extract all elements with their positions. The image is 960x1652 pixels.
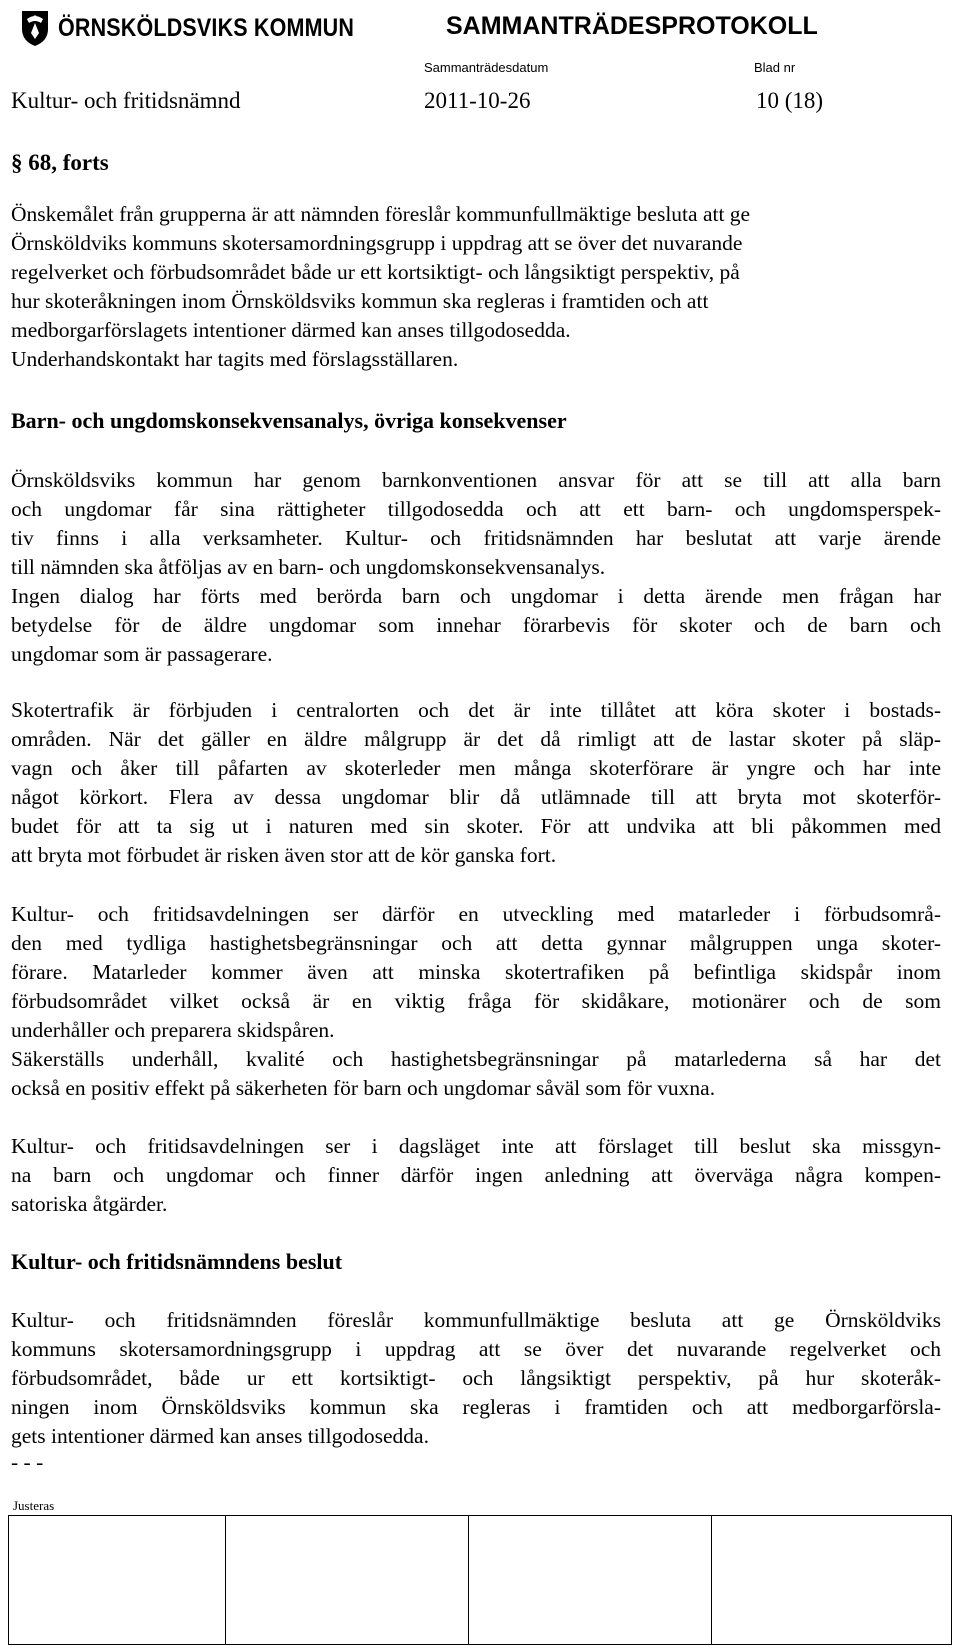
text-line: Säkerställs underhåll, kvalité och hastighetsbegränsningar på matarlederna så har det <box>11 1047 941 1071</box>
text-line: något körkort. Flera av dessa ungdomar blir då utlämnade till att bryta mot skoterför- <box>11 785 941 809</box>
text-line: betydelse för de äldre ungdomar som innehar förarbevis för skoter och de barn och <box>11 613 941 637</box>
text-line: Underhandskontakt har tagits med förslagsställaren. <box>11 347 459 371</box>
text-line: också en positiv effekt på säkerheten för barn och ungdomar såväl som för vuxna. <box>11 1076 716 1100</box>
committee-name: Kultur- och fritidsnämnd <box>11 88 241 113</box>
signature-cell <box>469 1516 712 1645</box>
paragraph-feeder-trails <box>11 900 941 1103</box>
text-line: ungdomar som är passagerare. <box>11 642 273 666</box>
text-line: Kultur- och fritidsavdelningen ser därför en utveckling med matarleder i förbudsområ- <box>11 902 941 926</box>
text-line: hur skoteråkningen inom Örnsköldsviks kommun ska regleras i framtiden och att <box>11 289 709 313</box>
text-line: underhåller och preparera skidspåren. <box>11 1018 335 1042</box>
paragraph-snowmobile-traffic <box>11 696 941 870</box>
meeting-date: 2011-10-26 <box>424 88 531 113</box>
text-line: Kultur- och fritidsavdelningen ser i dagsläget inte att förslaget till beslut ska missgyn- <box>11 1134 941 1158</box>
text-line: medborgarförslagets intentioner därmed kan anses tillgodosedda. <box>11 318 571 342</box>
coat-of-arms-icon <box>20 9 50 47</box>
signature-cell <box>226 1516 469 1645</box>
text-line: och ungdomar får sina rättigheter tillgodosedda och att ett barn- och ungdomsperspek- <box>11 497 941 521</box>
text-line: förare. Matarleder kommer även att minska skotertrafiken på befintliga skidspår inom <box>11 960 941 984</box>
paragraph-request <box>11 200 941 374</box>
text-line: Örnsköldviks kommuns skotersamordningsgrupp i uppdrag att se över det nuvarande <box>11 231 743 255</box>
page-number: 10 (18) <box>756 88 824 113</box>
municipality-logo <box>20 8 402 48</box>
text-line: Kultur- och fritidsnämnden föreslår kommunfullmäktige besluta att ge Örnsköldviks <box>11 1308 941 1332</box>
text-line: den med tydliga hastighetsbegränsningar och att detta gynnar målgruppen unga skoter- <box>11 931 941 955</box>
text-line: Önskemålet från grupperna är att nämnden föreslår kommunfullmäktige besluta att ge <box>11 202 751 226</box>
text-line: Skotertrafik är förbjuden i centralorten och det är inte tillåtet att köra skoter i bostads- <box>11 698 941 722</box>
document-type: SAMMANTRÄDESPROTOKOLL <box>446 12 818 40</box>
paragraph-decision <box>11 1306 941 1473</box>
text-line: budet för att ta sig ut i naturen med sin skoter. För att undvika att bli påkommen med <box>11 814 941 838</box>
section-reference: § 68, forts <box>11 150 109 175</box>
text-line: kommuns skotersamordningsgrupp i uppdrag att se över det nuvarande regelverket och <box>11 1337 941 1361</box>
justeras-label: Justeras <box>13 1498 55 1513</box>
heading-decision: Kultur- och fritidsnämndens beslut <box>11 1249 343 1274</box>
text-line: na barn och ungdomar och finner därför ingen anledning att överväga några kompen- <box>11 1163 941 1187</box>
text-line: Örnsköldsviks kommun har genom barnkonventionen ansvar för att se till att alla barn <box>11 468 941 492</box>
text-line: förbudsområdet vilket också är en viktig fråga för skidåkare, motionärer och de som <box>11 989 941 1013</box>
text-line: vagn och åker till påfarten av skoterleder men många skoterförare är yngre och har inte <box>11 756 941 780</box>
signature-cell <box>9 1516 226 1645</box>
text-line: satoriska åtgärder. <box>11 1192 168 1216</box>
signature-cell <box>712 1516 952 1645</box>
text-line: områden. När det gäller en äldre målgrupp är det då rimligt att de lastar skoter på släp- <box>11 727 941 751</box>
text-line: förbudsområdet, både ur ett kortsiktigt- och långsiktigt perspektiv, på hur skoteråk- <box>11 1366 941 1390</box>
paragraph-assessment <box>11 1132 941 1219</box>
section-end-marker: - - - <box>11 1450 44 1474</box>
heading-consequence-analysis: Barn- och ungdomskonsekvensanalys, övriga konsekvenser <box>11 408 567 433</box>
text-line: ningen inom Örnsköldsviks kommun ska regleras i framtiden och att medborgarförsla- <box>11 1395 941 1419</box>
paragraph-child-rights <box>11 466 941 669</box>
text-line: att bryta mot förbudet är risken även stor att de kör ganska fort. <box>11 843 557 867</box>
text-line: gets intentioner därmed kan anses tillgodosedda. <box>11 1424 429 1448</box>
text-line: Ingen dialog har förts med berörda barn och ungdomar i detta ärende men frågan har <box>11 584 941 608</box>
org-name: ÖRNSKÖLDSVIKS KOMMUN <box>58 13 355 42</box>
signature-table <box>8 1515 952 1645</box>
text-line: regelverket och förbudsområdet både ur ett kortsiktigt- och långsiktigt perspektiv, på <box>11 260 740 284</box>
date-label: Sammanträdesdatum <box>424 60 549 75</box>
page-label: Blad nr <box>754 60 796 75</box>
text-line: till nämnden ska åtföljas av en barn- och ungdomskonsekvensanalys. <box>11 555 606 579</box>
text-line: tiv finns i alla verksamheter. Kultur- och fritidsnämnden har beslutat att varje ärende <box>11 526 941 550</box>
